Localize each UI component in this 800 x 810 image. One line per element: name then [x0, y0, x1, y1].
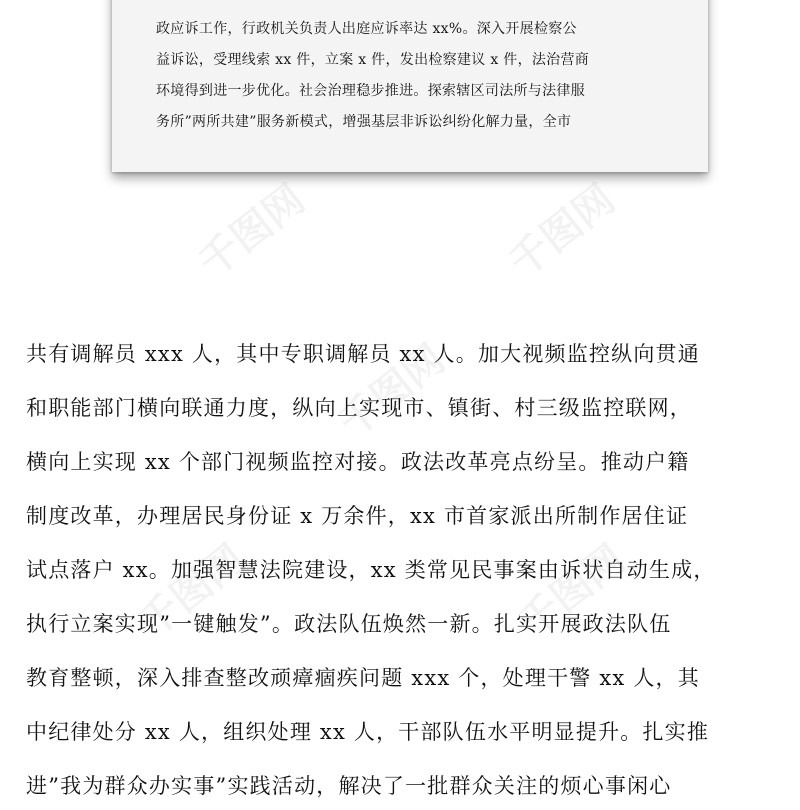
- watermark: 千图网: [330, 336, 454, 447]
- body-text-line: 中纪律处分 xx 人，组织处理 xx 人，干部队伍水平明显提升。扎实推: [26, 720, 710, 744]
- body-text-line: 进”我为群众办实事”实践活动，解决了一批群众关注的烦心事闲心: [26, 774, 672, 798]
- watermark: 千图网: [190, 176, 314, 287]
- body-text-line: 执行立案实现”一键触发”。政法队伍焕然一新。扎实开展政法队伍: [26, 612, 672, 636]
- body-text-line: 试点落户 xx。加强智慧法院建设，xx 类常见民事案由诉状自动生成，: [26, 558, 716, 582]
- card-text-line: 环境得到进一步优化。社会治理稳步推进。探索辖区司法所与法律服: [156, 83, 585, 99]
- card-text-line: 政应诉工作，行政机关负责人出庭应诉率达 xx%。深入开展检察公: [156, 21, 577, 37]
- watermark: 千图网: [130, 536, 254, 647]
- body-text-line: 制度改革，办理居民身份证 x 万余件，xx 市首家派出所制作居住证: [26, 504, 689, 528]
- watermark: 千图网: [500, 176, 624, 287]
- excerpt-card: [112, 0, 708, 172]
- body-text-line: 和职能部门横向联通力度，纵向上实现市、镇街、村三级监控联网，: [26, 396, 692, 420]
- watermark: 千图网: [510, 536, 634, 647]
- card-text-line: 益诉讼，受理线索 xx 件，立案 x 件，发出检察建议 x 件，法治营商: [156, 52, 590, 68]
- body-text-line: 共有调解员 xxx 人，其中专职调解员 xx 人。加大视频监控纵向贯通: [26, 342, 700, 366]
- body-text-line: 横向上实现 xx 个部门视频监控对接。政法改革亮点纷呈。推动户籍: [26, 450, 690, 474]
- card-text-line: 务所”两所共建”服务新模式，增强基层非诉讼纠纷化解力量，全市: [156, 114, 572, 130]
- body-text-line: 教育整顿，深入排查整改顽瘴痼疾问题 xxx 个，处理干警 xx 人，其: [26, 666, 700, 690]
